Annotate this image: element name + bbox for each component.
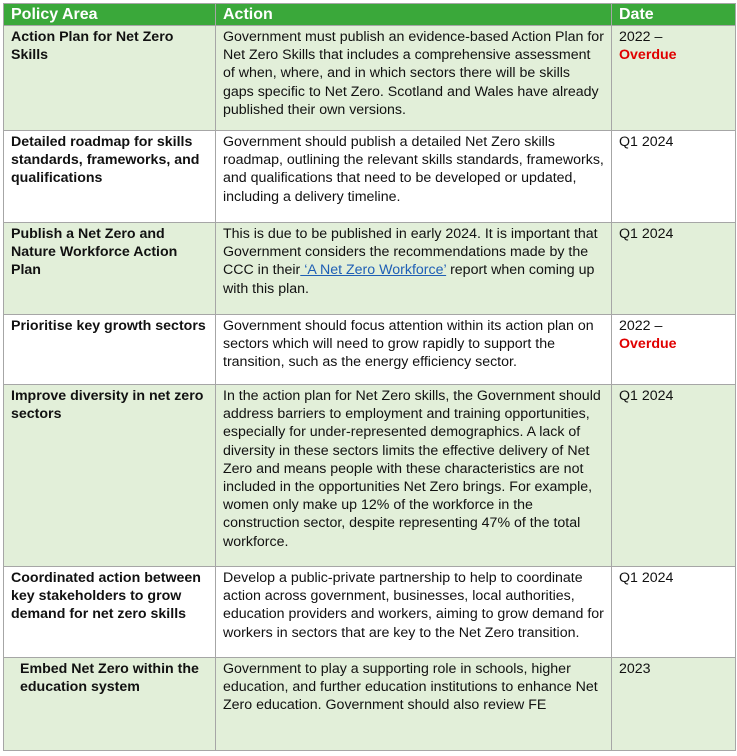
overdue-badge: Overdue — [619, 47, 677, 64]
policy-table — [3, 3, 736, 751]
policy-area-cell: Embed Net Zero within the education system — [4, 658, 216, 751]
date-cell: Q1 2024 — [612, 131, 736, 223]
overdue-badge: Overdue — [619, 336, 677, 353]
action-cell: In the action plan for Net Zero skills, the Government should address barriers to employment and training opportunities, especially for under-represented demographics. A lack of diversity in these sectors limits the effective delivery of Net Zero and means people with these characteristics are not included in the opportunities Net Zero brings. For example, women only make up 12% of the workforce in the construction sector, despite representing 47% of the total workforce. — [216, 385, 612, 567]
table-row — [4, 567, 736, 658]
header-date: Date — [612, 4, 736, 26]
date-cell: Q1 2024 — [612, 567, 736, 658]
action-text: This is due to be published in early 2024. It is important that Government considers the recommendations made by the CCC in their — [223, 226, 598, 279]
date-cell: Q1 2024 — [612, 223, 736, 315]
policy-area-cell: Prioritise key growth sectors — [4, 315, 216, 385]
policy-area-cell: Action Plan for Net Zero Skills — [4, 26, 216, 131]
action-text-end: report when coming up with this plan. — [223, 262, 595, 297]
header-row — [4, 4, 736, 26]
date-text: 2022 – — [619, 318, 663, 334]
table-row — [4, 315, 736, 385]
policy-area-cell: Publish a Net Zero and Nature Workforce Action Plan — [4, 223, 216, 315]
table-row — [4, 131, 736, 223]
ccc-report-link[interactable]: ‘A Net Zero Workforce’ — [300, 262, 447, 279]
date-cell — [612, 26, 736, 131]
action-cell — [216, 223, 612, 315]
date-cell: 2023 — [612, 658, 736, 751]
table-row — [4, 658, 736, 751]
action-cell: Government to play a supporting role in schools, higher education, and further education institutions to enhance Net Zero education. Government should also review FE — [216, 658, 612, 751]
table-row — [4, 223, 736, 315]
header-policy-area: Policy Area — [4, 4, 216, 26]
policy-area-cell: Detailed roadmap for skills standards, frameworks, and qualifications — [4, 131, 216, 223]
table-row — [4, 385, 736, 567]
date-text: 2022 – — [619, 29, 663, 45]
header-action: Action — [216, 4, 612, 26]
date-cell — [612, 315, 736, 385]
policy-area-cell: Improve diversity in net zero sectors — [4, 385, 216, 567]
action-cell: Government must publish an evidence-based Action Plan for Net Zero Skills that includes a comprehensive assessment of when, where, and in which sectors there will be skills gaps specific to Net Zero. Scotland and Wales have already published their own versions. — [216, 26, 612, 131]
action-cell: Government should focus attention within its action plan on sectors which will need to grow rapidly to support the transition, such as the energy efficiency sector. — [216, 315, 612, 385]
date-cell: Q1 2024 — [612, 385, 736, 567]
action-cell: Government should publish a detailed Net Zero skills roadmap, outlining the relevant skills standards, frameworks, and qualifications that need to be developed or updated, including a delivery timeline. — [216, 131, 612, 223]
action-cell: Develop a public-private partnership to help to coordinate action across government, businesses, local authorities, education providers and workers, aiming to grow demand for workers in sectors that are key to the Net Zero transition. — [216, 567, 612, 658]
table-row — [4, 26, 736, 131]
policy-area-cell: Coordinated action between key stakeholders to grow demand for net zero skills — [4, 567, 216, 658]
